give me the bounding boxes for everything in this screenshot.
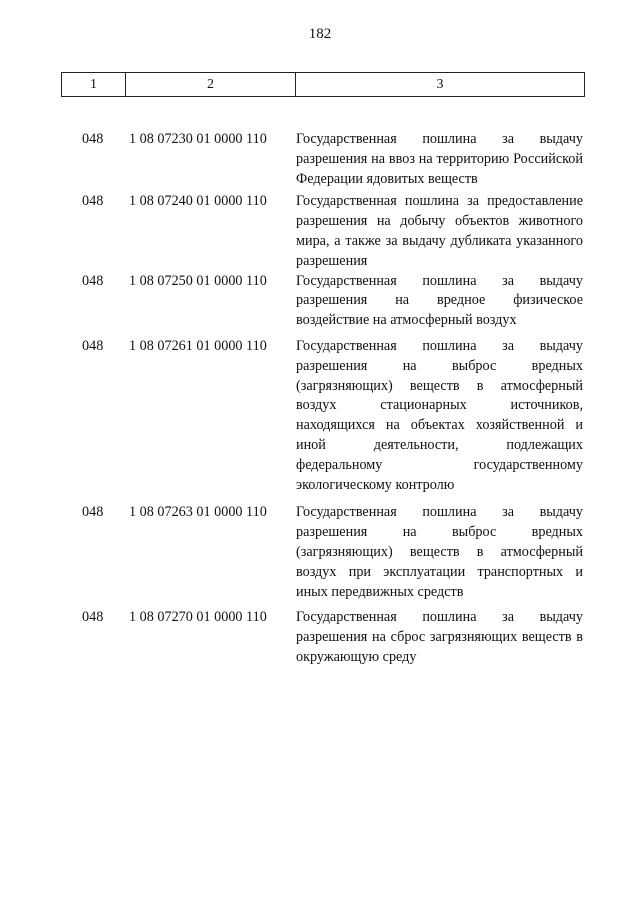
table-row [0, 608, 640, 667]
admin-code: 048 [82, 131, 104, 147]
table-row [0, 272, 640, 331]
header-col-3: 3 [436, 76, 444, 92]
budget-classification-code: 1 08 07270 01 0000 110 [129, 609, 267, 626]
budget-classification-code: 1 08 07263 01 0000 110 [129, 504, 267, 521]
admin-code: 048 [82, 609, 104, 626]
table-row [0, 503, 640, 602]
fee-description: Государственная пошлина за выдачу разрешения на выброс вредных (загрязняющих) веществ в атмосферный воздух стационарных источников, находящихся на объектах хозяйственной и иной деятельности, подлежащих федеральному государственному экологическому контролю [296, 337, 583, 493]
budget-classification-code: 1 08 07261 01 0000 110 [129, 337, 267, 354]
admin-code: 048 [82, 504, 104, 521]
fee-description: Государственная пошлина за предоставление разрешения на добычу объектов животного мира, а также за выдачу дубликата указанного разрешения [296, 193, 583, 269]
budget-classification-code: 1 08 07250 01 0000 110 [129, 272, 267, 289]
fee-table-body [0, 130, 640, 668]
header-col-1: 1 [62, 73, 126, 96]
page-number: 182 [308, 26, 332, 42]
table-row [0, 130, 640, 189]
admin-code: 048 [82, 193, 104, 210]
column-number-header [61, 72, 585, 97]
table-row [0, 192, 640, 271]
budget-classification-code: 1 08 07230 01 0000 110 [129, 131, 267, 147]
fee-description: Государственная пошлина за выдачу разрешения на ввоз на территорию Российской Федерации ядовитых веществ [296, 131, 583, 187]
header-col-2: 2 [126, 73, 296, 96]
fee-description: Государственная пошлина за выдачу разрешения на сброс загрязняющих веществ в окружающую среду [296, 609, 583, 665]
fee-description: Государственная пошлина за выдачу разрешения на выброс вредных (загрязняющих) веществ в атмосферный воздух при эксплуатации транспортных и иных передвижных средств [296, 504, 583, 600]
admin-code: 048 [82, 272, 104, 289]
table-row [0, 337, 640, 495]
fee-description: Государственная пошлина за выдачу разрешения на вредное физическое воздействие на атмосферный воздух [296, 272, 583, 329]
admin-code: 048 [82, 337, 104, 354]
budget-classification-code: 1 08 07240 01 0000 110 [129, 193, 267, 210]
